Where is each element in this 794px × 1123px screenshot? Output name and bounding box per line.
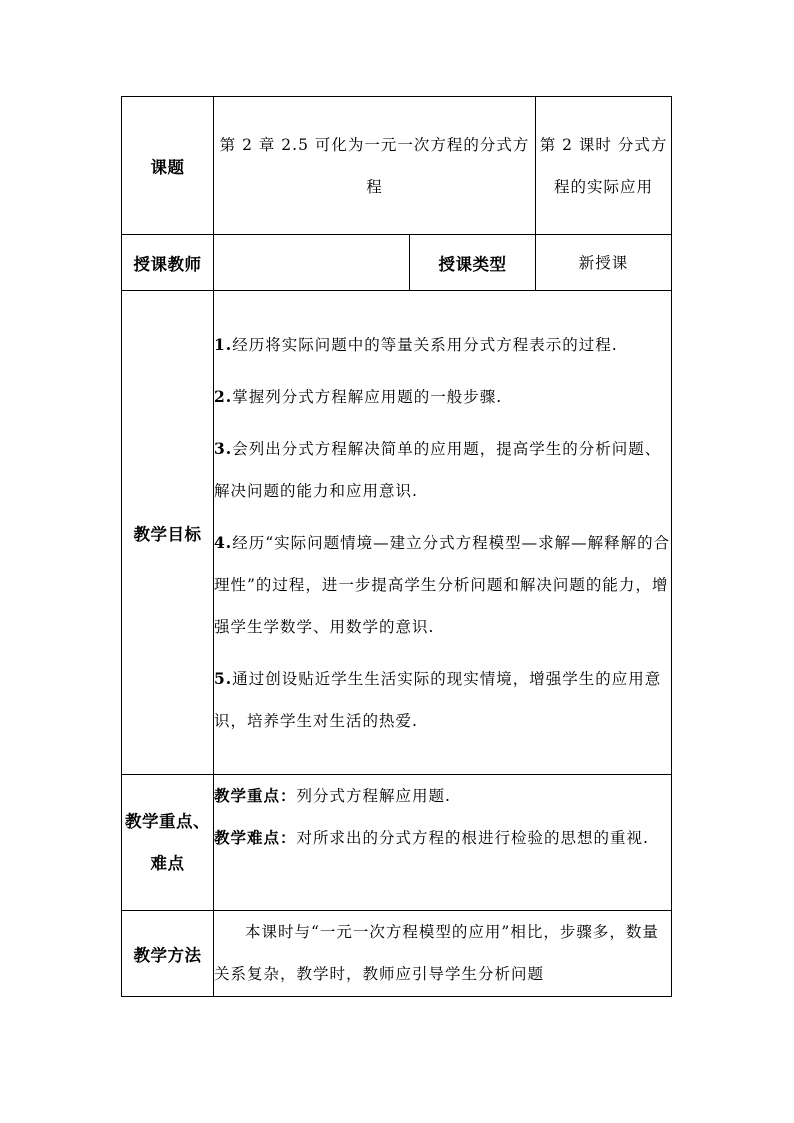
lesson-plan-table <box>121 96 672 997</box>
goal-item: 1.经历将实际问题中的等量关系用分式方程表示的过程. <box>214 334 618 354</box>
method-row <box>122 911 672 997</box>
method-label: 教学方法 <box>122 911 214 997</box>
key-point: 教学重点：列分式方程解应用题. <box>214 786 451 805</box>
method-content: 本课时与“一元一次方程模型的应用”相比，步骤多，数量关系复杂，教学时，教师应引导学生分析问题 <box>214 911 672 997</box>
lesson-type-value: 新授课 <box>536 235 672 291</box>
lesson-type-label: 授课类型 <box>410 235 536 291</box>
topic-label: 课题 <box>122 97 214 235</box>
teacher-label: 授课教师 <box>122 235 214 291</box>
goals-label: 教学目标 <box>122 291 214 775</box>
goal-item: 3.会列出分式方程解决简单的应用题，提高学生的分析问题、解决问题的能力和应用意识. <box>214 438 662 500</box>
goals-content <box>214 291 672 775</box>
teacher-row <box>122 235 672 291</box>
keys-label: 教学重点、难点 <box>122 775 214 911</box>
keys-row <box>122 775 672 911</box>
difficulty-point: 教学难点：对所求出的分式方程的根进行检验的思想的重视. <box>214 828 649 847</box>
keys-content <box>214 775 672 911</box>
teacher-value <box>214 235 410 291</box>
topic-lesson-title: 第 2 课时 分式方程的实际应用 <box>536 97 672 235</box>
topic-main-title: 第 2 章 2.5 可化为一元一次方程的分式方程 <box>214 97 536 235</box>
topic-row <box>122 97 672 235</box>
goal-item: 2.掌握列分式方程解应用题的一般步骤. <box>214 386 503 406</box>
goal-item: 5.通过创设贴近学生生活实际的现实情境，增强学生的应用意识，培养学生对生活的热爱. <box>214 668 662 730</box>
goals-row <box>122 291 672 775</box>
goal-item: 4.经历“实际问题情境—建立分式方程模型—求解—解释解的合理性”的过程，进一步提高学生分析问题和解决问题的能力，增强学生学数学、用数学的意识. <box>214 532 671 636</box>
